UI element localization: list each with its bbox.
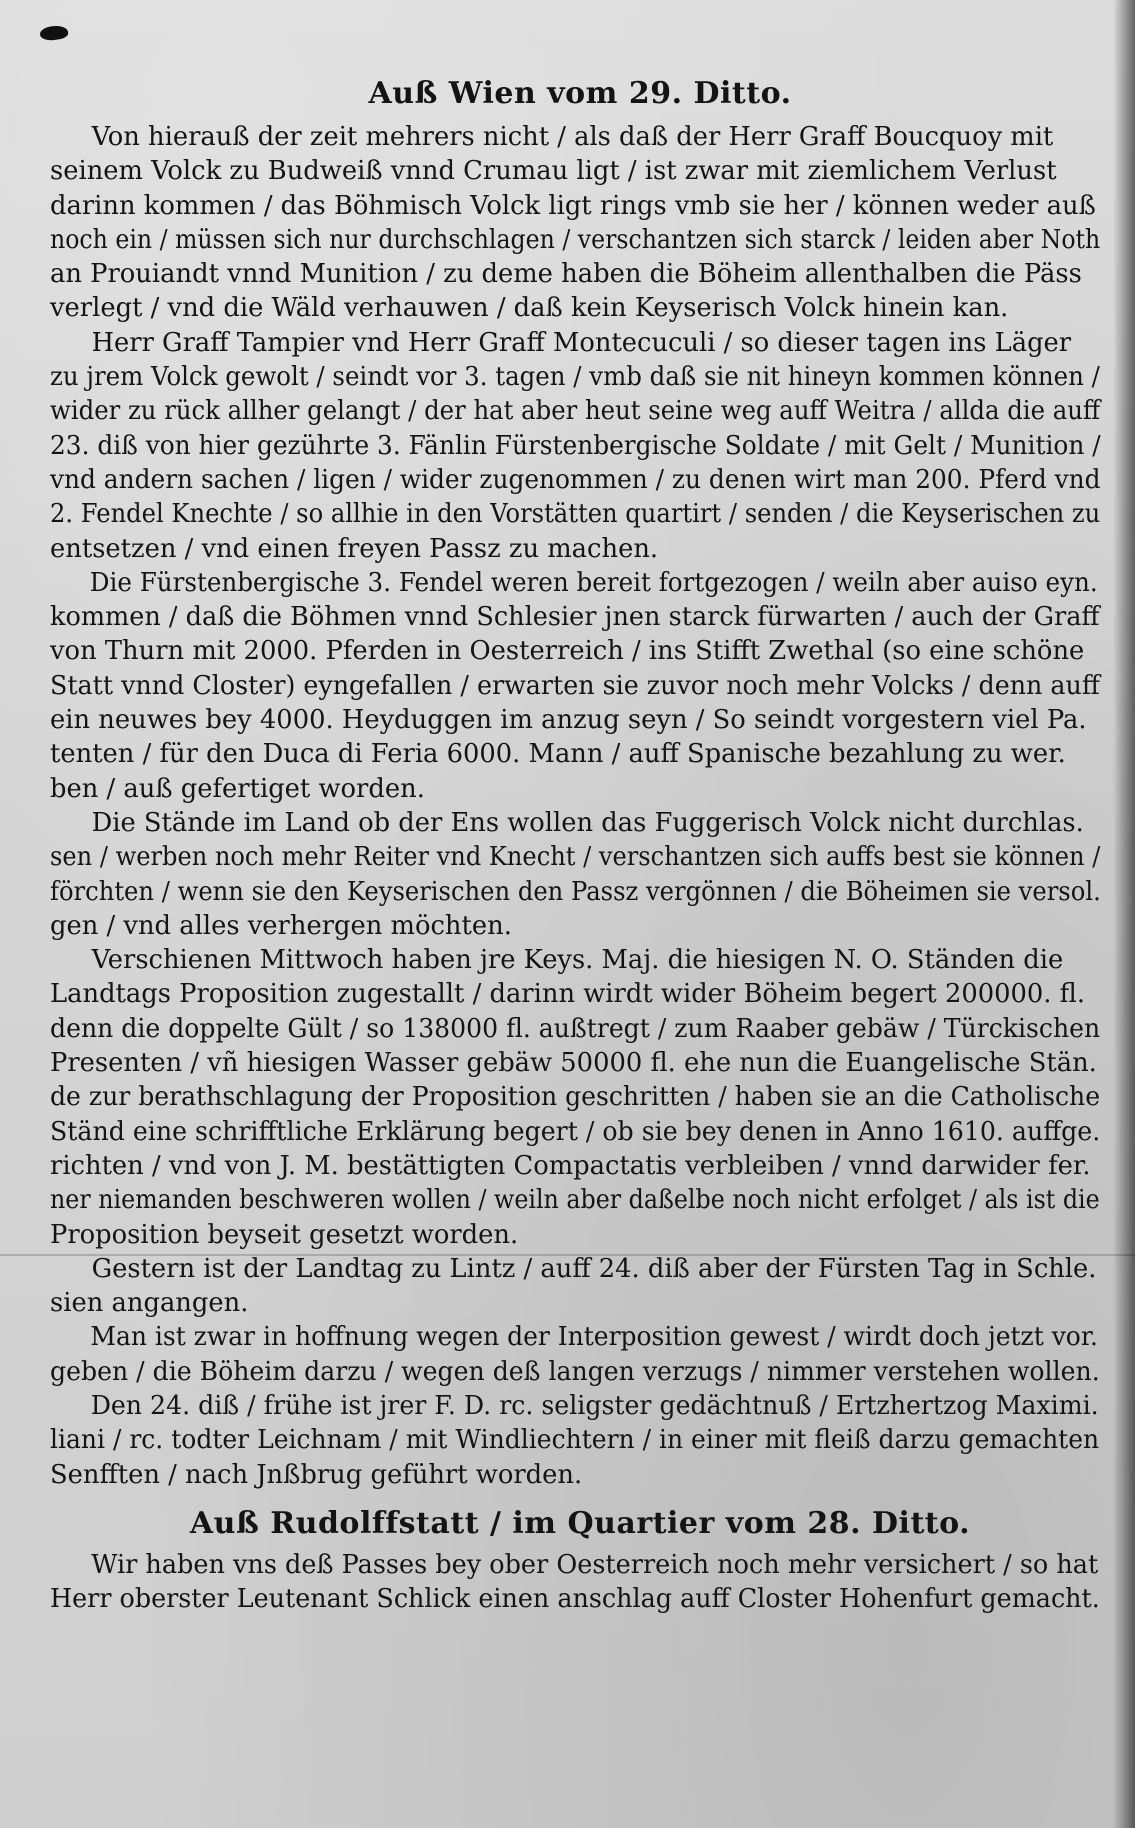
text-line: darinn kommen / das Böhmisch Volck ligt rings vmb sie her / können weder auß bbox=[50, 190, 1096, 221]
text-line: seinem Volck zu Budweiß vnnd Crumau ligt / ist zwar mit ziemlichem Verlust bbox=[50, 156, 1057, 187]
text-line: Herr Graff Tampier vnd Herr Graff Montecuculi / so dieser tagen ins Läger bbox=[91, 327, 1072, 358]
text-line: Herr oberster Leutenant Schlick einen anschlag auff Closter Hohenfurt gemacht. bbox=[50, 1584, 1100, 1615]
text-line: sen / werben noch mehr Reiter vnd Knecht / verschantzen sich auffs best sie können / bbox=[50, 842, 1101, 873]
text-line: Landtags Proposition zugestallt / darinn wirdt wider Böheim begert 200000. fl. bbox=[50, 979, 1086, 1010]
text-line: liani / rc. todter Leichnam / mit Windliechtern / in einer mit fleiß darzu gemachten bbox=[50, 1425, 1100, 1456]
text-line: Verschienen Mittwoch haben jre Keys. Maj. die hiesigen N. O. Ständen die bbox=[91, 945, 1064, 976]
text-line: 23. diß von hier gezührte 3. Fänlin Fürstenbergische Soldate / mit Gelt / Munition / bbox=[50, 430, 1101, 461]
text-line: Ständ eine schrifftliche Erklärung begert / ob sie bey denen in Anno 1610. auffge. bbox=[50, 1116, 1101, 1147]
paragraph bbox=[50, 806, 1110, 943]
text-line: ner niemanden beschweren wollen / weiln aber daßelbe noch nicht erfolget / als ist die bbox=[50, 1185, 1100, 1216]
text-line: ben / auß gefertiget worden. bbox=[50, 773, 425, 804]
text-line: Man ist zwar in hoffnung wegen der Interposition gewest / wirdt doch jetzt vor. bbox=[90, 1322, 1099, 1353]
text-line: denn die doppelte Gült / so 138000 fl. außtregt / zum Raaber gebäw / Türckischen bbox=[50, 1013, 1101, 1044]
text-line: de zur berathschlagung der Proposition geschritten / haben sie an die Catholische bbox=[50, 1082, 1101, 1113]
text-line: tenten / für den Duca di Feria 6000. Mann / auff Spanische bezahlung zu wer. bbox=[50, 739, 1066, 770]
text-line: geben / die Böheim darzu / wegen deß langen verzugs / nimmer verstehen wollen. bbox=[50, 1356, 1100, 1387]
text-line: sien angangen. bbox=[50, 1288, 249, 1319]
text-line: Die Fürstenbergische 3. Fendel weren bereit fortgezogen / weiln aber auiso eyn. bbox=[89, 567, 1098, 598]
paragraph bbox=[50, 566, 1110, 806]
text-line: Statt vnnd Closter) eyngefallen / erwarten sie zuvor noch mehr Volcks / denn auff bbox=[50, 670, 1100, 701]
text-line: von Thurn mit 2000. Pferden in Oesterreich / ins Stifft Zwethal (so eine schöne bbox=[50, 636, 1085, 667]
paragraph bbox=[50, 120, 1110, 326]
text-line: gen / vnd alles verhergen möchten. bbox=[50, 910, 512, 941]
text-line: Gestern ist der Landtag zu Lintz / auff 24. diß aber der Fürsten Tag in Schle. bbox=[91, 1253, 1097, 1284]
ink-blot bbox=[39, 24, 69, 42]
text-line: förchten / wenn sie den Keyserischen den Passz vergönnen / die Böheimen sie versol. bbox=[50, 876, 1101, 907]
text-line: Proposition beyseit gesetzt worden. bbox=[50, 1219, 519, 1250]
text-line: zu jrem Volck gewolt / seindt vor 3. tagen / vmb daß sie nit hineyn kommen können / bbox=[50, 362, 1100, 393]
text-line: Die Stände im Land ob der Ens wollen das Fuggerisch Volck nicht durchlas. bbox=[91, 807, 1084, 838]
paragraph bbox=[50, 1548, 1110, 1617]
document-body bbox=[50, 72, 1110, 1616]
text-line: entsetzen / vnd einen freyen Passz zu machen. bbox=[50, 533, 659, 564]
news-section-wien bbox=[50, 120, 1110, 1492]
text-line: an Prouiandt vnnd Munition / zu deme haben die Böheim allenthalben die Päss bbox=[50, 259, 1082, 290]
text-line: noch ein / müssen sich nur durchschlagen / verschantzen sich starck / leiden aber Noth bbox=[50, 224, 1101, 255]
text-line: Presenten / vñ hiesigen Wasser gebäw 50000 fl. ehe nun die Euangelische Stän. bbox=[50, 1048, 1097, 1079]
page-shadow-edge bbox=[1113, 0, 1135, 1828]
news-section-rudolffstatt bbox=[50, 1548, 1110, 1617]
text-line: wider zu rück allher gelangt / der hat aber heut seine weg auff Weitra / allda die auff bbox=[50, 396, 1101, 427]
text-line: verlegt / vnd die Wäld verhauwen / daß kein Keyserisch Volck hinein kan. bbox=[50, 293, 1009, 324]
paragraph bbox=[50, 1320, 1110, 1389]
text-line: Wir haben vns deß Passes bey ober Oesterreich noch mehr versichert / so hat bbox=[91, 1549, 1099, 1580]
paragraph bbox=[50, 326, 1110, 566]
text-line: ein neuwes bey 4000. Heyduggen im anzug seyn / So seindt vorgestern viel Pa. bbox=[50, 705, 1087, 736]
paragraph bbox=[50, 1252, 1110, 1321]
news-heading-rudolffstatt: Auß Rudolffstatt / im Quartier vom 28. Ditto. bbox=[189, 1505, 971, 1541]
paragraph bbox=[50, 943, 1110, 1252]
news-heading-wien: Auß Wien vom 29. Ditto. bbox=[368, 76, 792, 111]
text-line: 2. Fendel Knechte / so allhie in den Vorstätten quartirt / senden / die Keyserischen zu bbox=[50, 499, 1101, 530]
text-line: Senfften / nach Jnßbrug geführt worden. bbox=[50, 1459, 583, 1490]
text-line: vnd andern sachen / ligen / wider zugenommen / zu denen wirt man 200. Pferd vnd bbox=[50, 464, 1101, 495]
text-line: Den 24. diß / frühe ist jrer F. D. rc. seligster gedächtnuß / Ertzhertzog Maximi. bbox=[90, 1390, 1099, 1421]
text-line: Von hierauß der zeit mehrers nicht / als daß der Herr Graff Boucquoy mit bbox=[91, 122, 1054, 152]
text-line: richten / vnd von J. M. bestättigten Compactatis verbleiben / vnnd darwider fer. bbox=[50, 1150, 1091, 1181]
paragraph bbox=[50, 1389, 1110, 1492]
text-line: kommen / daß die Böhmen vnnd Schlesier jnen starck fürwarten / auch der Graff bbox=[50, 602, 1100, 633]
